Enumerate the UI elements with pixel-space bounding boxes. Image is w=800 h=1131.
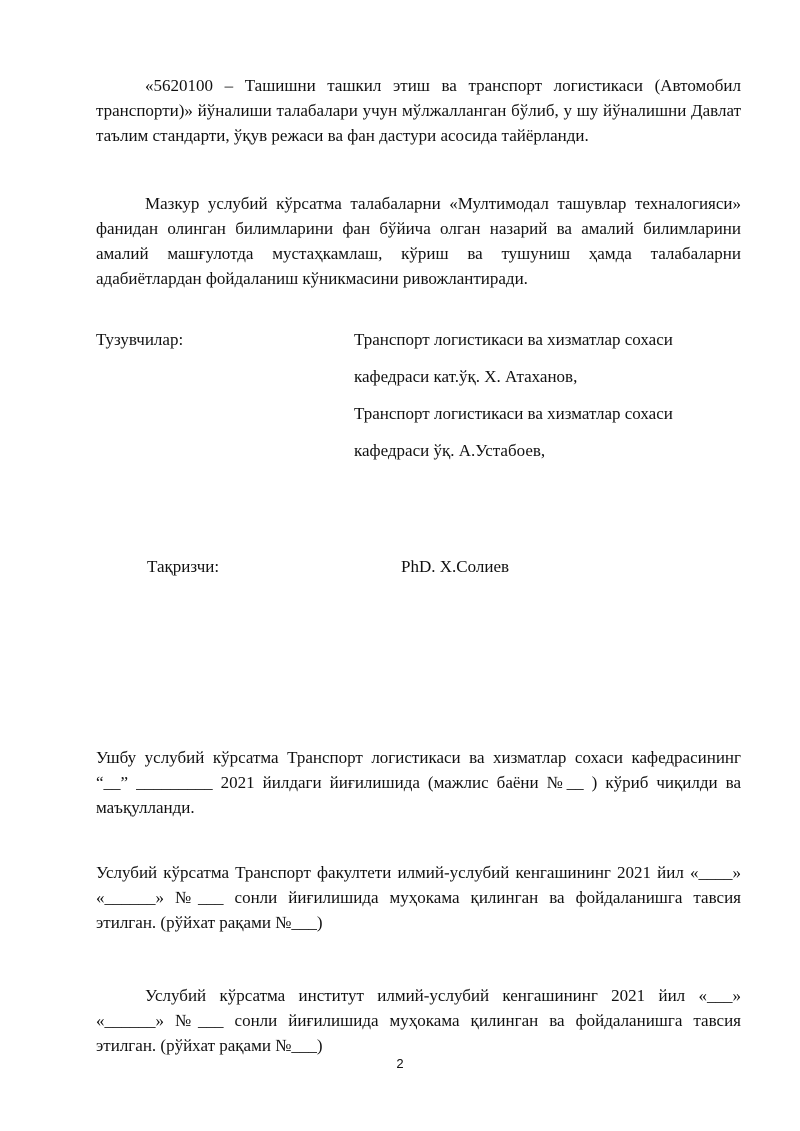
faculty-approval: Услубий кўрсатма Транспорт факултети илмий-услубий кенгашининг 2021 йил «____» «______» №___ сонли йиғилишида муҳокама қилинган ва фойдаланишга тавсия этилган. (рўйхат рақами №___) — [96, 863, 741, 932]
page-number: 2 — [396, 1056, 404, 1071]
compilers-label: Тузувчилар: — [96, 330, 184, 349]
compiler-line-1: Транспорт логистикаси ва хизматлар сохаси — [354, 330, 673, 349]
compilers-list — [354, 327, 754, 475]
intro-paragraph-2: Мазкур услубий кўрсатма талабаларни «Мултимодал ташувлар техналогияси» фанидан олинган билимларини фан бўйича олган назарий ва амалий билимларини амалий машғулотда мустаҳкамлаш, кўриш ва тушуниш ҳамда талабаларни адабиётлардан фойдаланиш кўникмасини ривожлантиради. — [96, 194, 741, 288]
compiler-line-3: Транспорт логистикаси ва хизматлар сохаси — [354, 404, 673, 423]
reviewer-name: PhD. Х.Солиев — [401, 557, 510, 576]
compiler-line-4: кафедраси ўқ. А.Устабоев, — [354, 441, 546, 460]
institute-approval: Услубий кўрсатма институт илмий-услубий кенгашининг 2021 йил «___» «______» №___ сонли йиғилишида муҳокама қилинган ва фойдаланишга тавсия этилган. (рўйхат рақами №___) — [96, 986, 741, 1055]
intro-paragraph-1: «5620100 – Ташишни ташкил этиш ва транспорт логистикаси (Автомобил транспорти)» йўналиши талабалари учун мўлжалланган бўлиб, у шу йўналишни Давлат таълим стандарти, ўқув режаси ва фан дастури асосида тайёрланди. — [96, 76, 741, 145]
department-approval: Ушбу услубий кўрсатма Транспорт логистикаси ва хизматлар сохаси кафедрасининг “__” _________ 2021 йилдаги йиғилишида (мажлис баёни №__ ) кўриб чиқилди ва маъқулланди. — [96, 748, 741, 817]
reviewer-label: Тақризчи: — [147, 557, 220, 576]
compiler-line-2: кафедраси кат.ўқ. Х. Атаханов, — [354, 367, 578, 386]
